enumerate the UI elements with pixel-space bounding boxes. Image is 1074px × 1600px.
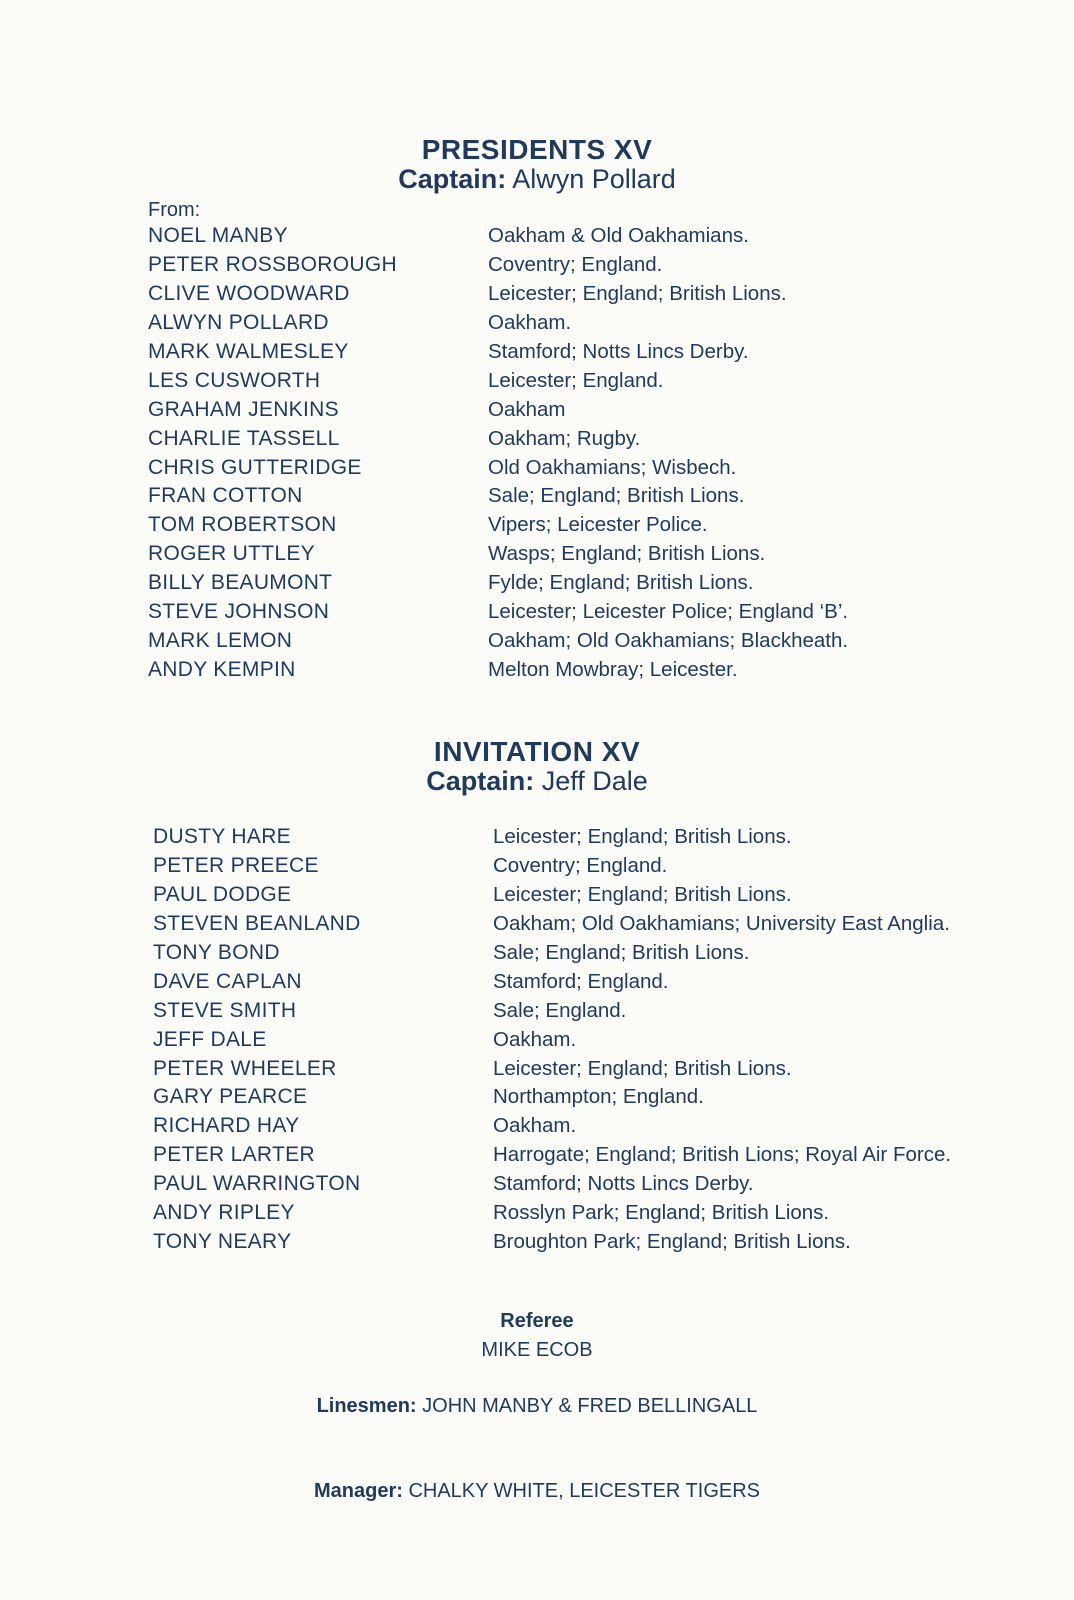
player-name: PETER WHEELER <box>153 1056 337 1080</box>
player-clubs: Leicester; England. <box>488 368 664 392</box>
player-name: LES CUSWORTH <box>148 368 321 392</box>
player-name: JEFF DALE <box>153 1027 267 1051</box>
player-clubs: Oakham; Rugby. <box>488 426 641 450</box>
player-clubs: Leicester; England; British Lions. <box>493 825 792 849</box>
player-name: STEVEN BEANLAND <box>153 912 361 936</box>
from-label: From: <box>148 199 201 221</box>
player-clubs: Stamford; Notts Lincs Derby. <box>493 1172 754 1196</box>
player-row <box>148 424 848 453</box>
player-clubs: Vipers; Leicester Police. <box>488 513 708 537</box>
player-name: MARK WALMESLEY <box>148 340 349 363</box>
player-clubs: Sale; England; British Lions. <box>488 484 745 508</box>
player-clubs: Oakham <box>488 397 566 421</box>
presidents-captain-label: Captain: <box>398 164 507 194</box>
player-clubs: Coventry; England. <box>493 854 668 878</box>
player-row <box>148 222 848 251</box>
invitation-roster <box>153 823 951 1256</box>
player-name: TONY BOND <box>153 941 280 964</box>
player-name: DUSTY HARE <box>153 825 291 849</box>
player-row <box>153 996 951 1025</box>
player-name: PETER LARTER <box>153 1143 315 1167</box>
player-row <box>148 453 848 482</box>
player-row <box>153 1141 951 1170</box>
player-row <box>153 1025 951 1054</box>
player-name: NOEL MANBY <box>148 224 288 248</box>
player-name: GARY PEARCE <box>153 1085 308 1109</box>
player-row <box>153 1083 951 1112</box>
player-row <box>148 309 848 338</box>
player-name: ALWYN POLLARD <box>148 311 329 335</box>
player-name: STEVE SMITH <box>153 998 297 1022</box>
player-name: CHRIS GUTTERIDGE <box>148 455 362 479</box>
presidents-captain <box>0 164 1074 194</box>
player-row <box>148 280 848 309</box>
player-row <box>153 852 951 881</box>
player-row <box>148 338 848 367</box>
player-name: PETER ROSSBOROUGH <box>148 253 397 277</box>
presidents-captain-name: Alwyn Pollard <box>506 164 676 194</box>
player-name: CHARLIE TASSELL <box>148 426 340 450</box>
manager-line <box>0 1480 1074 1503</box>
presidents-roster <box>148 222 848 684</box>
invitation-captain-name: Jeff Dale <box>534 766 648 796</box>
player-clubs: Harrogate; England; British Lions; Royal Air Force. <box>493 1143 952 1167</box>
invitation-captain-label: Captain: <box>426 766 535 796</box>
player-clubs: Sale; England. <box>493 998 627 1022</box>
player-name: PETER PREECE <box>153 854 319 878</box>
player-clubs: Rosslyn Park; England; British Lions. <box>493 1201 830 1225</box>
player-row <box>148 540 848 569</box>
player-clubs: Coventry; England. <box>488 253 663 277</box>
player-clubs: Leicester; England; British Lions. <box>488 282 787 306</box>
player-row <box>153 967 951 996</box>
player-row <box>148 366 848 395</box>
invitation-title: INVITATION XV <box>433 736 641 767</box>
invitation-captain <box>0 766 1074 796</box>
player-clubs: Oakham. <box>493 1027 577 1051</box>
player-row <box>148 511 848 540</box>
player-name: FRAN COTTON <box>148 484 303 508</box>
player-clubs: Fylde; England; British Lions. <box>488 571 754 595</box>
player-row <box>153 1170 951 1199</box>
player-row <box>153 910 951 939</box>
player-clubs: Melton Mowbray; Leicester. <box>488 657 738 681</box>
player-row <box>153 939 951 968</box>
player-row <box>148 251 848 280</box>
player-row <box>148 482 848 511</box>
player-clubs: Wasps; England; British Lions. <box>488 542 766 566</box>
player-name: DAVE CAPLAN <box>153 969 302 993</box>
player-clubs: Old Oakhamians; Wisbech. <box>488 455 737 479</box>
player-row <box>148 569 848 598</box>
player-clubs: Sale; England; British Lions. <box>493 941 750 964</box>
manager-name: CHALKY WHITE, LEICESTER TIGERS <box>402 1480 761 1502</box>
player-clubs: Stamford; England. <box>493 969 669 993</box>
player-name: MARK LEMON <box>148 628 293 652</box>
player-row <box>153 1227 951 1256</box>
player-row <box>153 1112 951 1141</box>
player-name: ANDY KEMPIN <box>148 657 296 681</box>
player-clubs: Oakham; Old Oakhamians; University East Anglia. <box>493 912 950 936</box>
player-row <box>148 395 848 424</box>
player-clubs: Oakham; Old Oakhamians; Blackheath. <box>488 628 849 652</box>
referee-name: MIKE ECOB <box>481 1339 593 1361</box>
referee-label: Referee <box>500 1310 574 1332</box>
linesmen-line <box>0 1395 1074 1418</box>
player-row <box>148 626 848 655</box>
player-name: TONY NEARY <box>153 1229 292 1253</box>
player-clubs: Stamford; Notts Lincs Derby. <box>488 340 749 363</box>
linesmen-label: Linesmen: <box>316 1395 417 1417</box>
player-name: STEVE JOHNSON <box>148 600 330 624</box>
player-name: PAUL WARRINGTON <box>153 1172 361 1196</box>
player-name: ANDY RIPLEY <box>153 1201 295 1225</box>
player-clubs: Northampton; England. <box>493 1085 704 1109</box>
player-name: TOM ROBERTSON <box>148 513 337 537</box>
player-name: ROGER UTTLEY <box>148 542 315 566</box>
player-clubs: Leicester; Leicester Police; England ‘B’. <box>488 600 849 624</box>
player-clubs: Oakham. <box>493 1114 577 1138</box>
player-row <box>148 598 848 627</box>
presidents-title: PRESIDENTS XV <box>421 134 653 165</box>
player-name: BILLY BEAUMONT <box>148 571 333 595</box>
player-name: CLIVE WOODWARD <box>148 282 350 306</box>
player-name: PAUL DODGE <box>153 883 292 907</box>
player-row <box>153 1199 951 1228</box>
player-clubs: Leicester; England; British Lions. <box>493 883 792 907</box>
linesmen-names: JOHN MANBY & FRED BELLINGALL <box>416 1395 758 1417</box>
player-row <box>153 823 951 852</box>
player-row <box>153 881 951 910</box>
player-clubs: Oakham. <box>488 311 572 335</box>
player-name: RICHARD HAY <box>153 1114 300 1138</box>
player-row <box>153 1054 951 1083</box>
player-clubs: Leicester; England; British Lions. <box>493 1056 792 1080</box>
player-row <box>148 655 848 684</box>
player-clubs: Oakham & Old Oakhamians. <box>488 224 749 248</box>
player-clubs: Broughton Park; England; British Lions. <box>493 1229 851 1253</box>
player-name: GRAHAM JENKINS <box>148 397 339 421</box>
manager-label: Manager: <box>313 1480 403 1502</box>
